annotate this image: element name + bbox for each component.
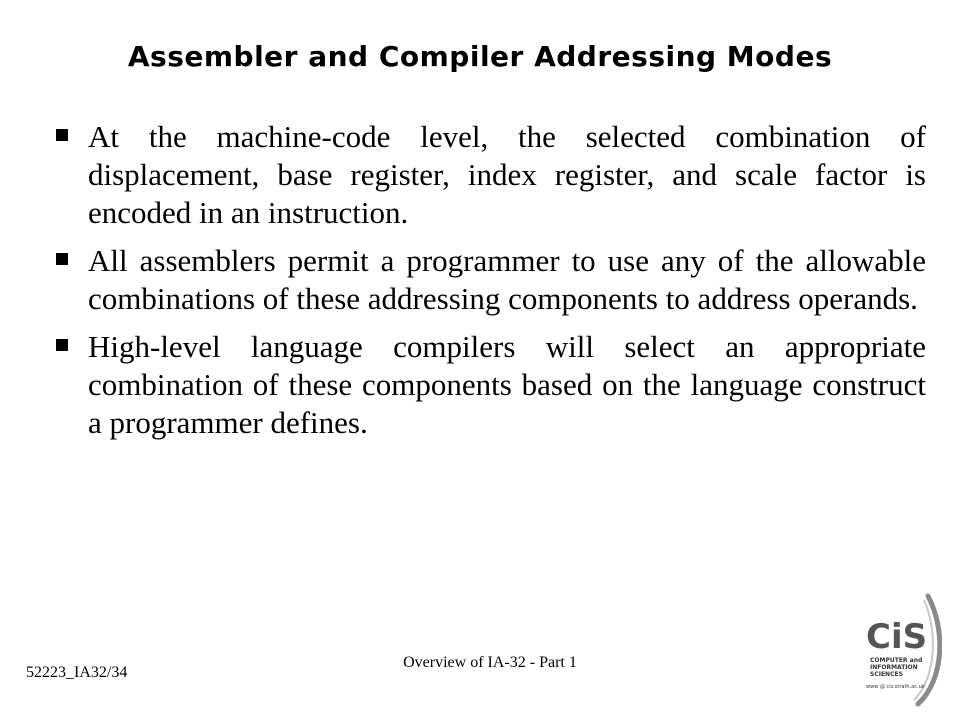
bullet-item xyxy=(54,328,926,442)
logo-mark: CiS xyxy=(866,617,928,657)
logo-line3: SCIENCES xyxy=(870,671,903,678)
bullet-list xyxy=(54,118,926,452)
bullet-item xyxy=(54,242,926,318)
bullet-text: All assemblers permit a programmer to use any of the allowable combinations of these addressing components to address operands. xyxy=(88,243,926,316)
cis-logo xyxy=(862,590,942,710)
slide-code: 52223_IA32/34 xyxy=(26,664,128,681)
square-bullet-icon xyxy=(56,253,68,265)
bullet-item xyxy=(54,118,926,232)
slide-title: Assembler and Compiler Addressing Modes xyxy=(127,40,833,73)
bullet-text: High-level language compilers will select an appropriate combination of these components based on the language construct a programmer defines. xyxy=(88,329,926,440)
logo-line1: COMPUTER and xyxy=(870,657,923,664)
logo-line2: INFORMATION xyxy=(870,664,918,671)
course-footer: Overview of IA-32 - Part 1 xyxy=(403,654,577,671)
square-bullet-icon xyxy=(56,339,68,351)
square-bullet-icon xyxy=(56,129,68,141)
logo-url: www @ cis.strath.ac.uk xyxy=(866,684,925,690)
bullet-text: At the machine-code level, the selected combination of displacement, base register, index register, and scale factor is encoded in an instruction. xyxy=(88,119,926,230)
